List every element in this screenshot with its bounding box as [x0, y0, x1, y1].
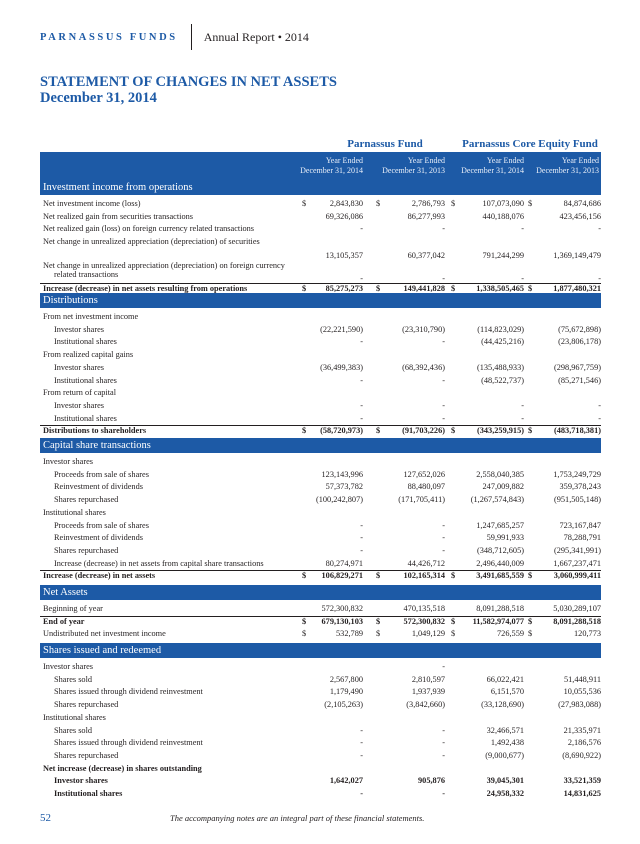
value-cell: 10,055,536 — [563, 687, 601, 697]
value-cell: 1,369,149,479 — [553, 250, 601, 260]
value-cell: 66,022,421 — [486, 674, 524, 684]
value-cell: 78,288,791 — [563, 533, 601, 543]
row-label: Investor shares — [43, 662, 93, 671]
value-cell: (135,488,933) — [476, 362, 524, 372]
value-cell: 791,244,299 — [482, 250, 524, 260]
value-cell: 2,810,597 — [411, 674, 445, 684]
table-row — [40, 482, 601, 495]
value-cell: 572,300,832 — [403, 616, 445, 626]
row-label: End of year — [43, 616, 85, 626]
value-cell: 572,300,832 — [321, 604, 363, 613]
value-cell: - — [598, 274, 601, 284]
row-label: Increase (decrease) in net assets from capital share transactions — [54, 558, 264, 568]
value-cell: 84,874,686 — [563, 199, 601, 208]
row-label: Distributions to shareholders — [43, 426, 147, 436]
dollar-sign: $ — [376, 284, 381, 294]
value-cell: (23,806,178) — [558, 337, 601, 347]
statement-title-line1: STATEMENT OF CHANGES IN NET ASSETS — [40, 74, 337, 90]
table-row — [40, 363, 601, 376]
value-cell: 11,582,974,077 — [472, 616, 524, 626]
table-row — [40, 617, 601, 630]
row-label: Institutional shares — [43, 712, 106, 722]
row-label: From realized capital gains — [43, 350, 134, 360]
value-cell: 1,049,129 — [411, 629, 445, 639]
table-row — [40, 237, 601, 260]
value-cell: (343,259,915) — [476, 426, 524, 436]
dollar-sign: $ — [302, 199, 307, 208]
value-cell: (23,310,790) — [402, 324, 445, 334]
row-label: Shares repurchased — [54, 700, 119, 710]
value-cell: (48,522,737) — [481, 375, 524, 385]
value-cell: - — [360, 545, 363, 555]
value-cell: (36,499,383) — [320, 362, 363, 372]
value-cell: (68,392,436) — [402, 362, 445, 372]
dollar-sign: $ — [451, 199, 456, 208]
dollar-sign: $ — [528, 426, 533, 436]
value-cell: 107,073,090 — [482, 199, 524, 208]
value-cell: 440,188,076 — [482, 211, 524, 221]
dollar-sign: $ — [528, 616, 533, 626]
dollar-sign: $ — [376, 571, 381, 581]
value-cell: - — [360, 750, 363, 760]
dollar-sign: $ — [528, 571, 533, 581]
table-row — [40, 508, 601, 521]
row-label: Institutional shares — [54, 413, 117, 423]
value-cell: - — [360, 375, 363, 385]
value-cell: (75,672,898) — [558, 324, 601, 334]
value-cell: - — [360, 789, 363, 798]
table-row — [40, 751, 601, 764]
report-label: Annual Report • 2014 — [203, 29, 309, 44]
value-cell: (951,505,148) — [553, 495, 601, 505]
value-cell: - — [360, 274, 363, 284]
value-cell: - — [442, 413, 445, 423]
dollar-sign: $ — [451, 426, 456, 436]
dollar-sign: $ — [302, 284, 307, 294]
value-cell: 1,937,939 — [411, 687, 445, 697]
value-cell: 88,480,097 — [407, 482, 445, 492]
table-row — [40, 700, 601, 713]
value-cell: (295,341,991) — [553, 545, 601, 555]
table-row — [40, 337, 601, 350]
footer-note: The accompanying notes are an integral part of these financial statements. — [170, 813, 425, 823]
table-row — [40, 470, 601, 483]
value-cell: 1,877,480,321 — [553, 284, 601, 294]
dollar-sign: $ — [302, 426, 307, 436]
value-cell: - — [360, 725, 363, 735]
value-cell: - — [360, 400, 363, 410]
row-label: Net investment income (loss) — [43, 199, 141, 208]
value-cell: 532,789 — [336, 629, 363, 639]
row-label: Shares repurchased — [54, 750, 119, 760]
total-rule — [40, 425, 601, 426]
row-label: Shares issued through dividend reinvestment — [54, 738, 203, 748]
value-cell: (2,105,263) — [324, 700, 363, 710]
dollar-sign: $ — [451, 571, 456, 581]
row-label: Investor shares — [54, 776, 108, 786]
value-cell: 1,338,505,465 — [476, 284, 524, 294]
value-cell: - — [442, 375, 445, 385]
value-cell: 69,326,086 — [325, 211, 363, 221]
row-label: From return of capital — [43, 388, 117, 398]
value-cell: - — [360, 337, 363, 347]
total-rule — [40, 570, 601, 571]
value-cell: - — [442, 337, 445, 347]
value-cell: 60,377,042 — [407, 250, 445, 260]
value-cell: 14,831,625 — [563, 789, 601, 798]
row-label: Undistributed net investment income — [43, 629, 166, 639]
dollar-sign: $ — [376, 616, 381, 626]
dollar-sign: $ — [302, 629, 307, 639]
value-cell: (44,425,216) — [481, 337, 524, 347]
value-cell: 39,045,301 — [486, 776, 524, 786]
row-label: Increase (decrease) in net assets resulting from operations — [43, 284, 248, 294]
value-cell: - — [360, 520, 363, 530]
value-cell: - — [442, 738, 445, 748]
value-cell: - — [360, 533, 363, 543]
value-cell: 123,143,996 — [321, 469, 363, 479]
value-cell: (3,842,660) — [406, 700, 445, 710]
value-cell: 33,521,359 — [563, 776, 601, 786]
statement-title — [40, 74, 337, 106]
table-row — [40, 764, 601, 777]
value-cell: - — [442, 520, 445, 530]
value-cell: 2,786,793 — [411, 199, 445, 208]
value-cell: 3,491,685,559 — [476, 571, 524, 581]
value-cell: 120,773 — [574, 629, 601, 639]
value-cell: (348,712,605) — [476, 545, 524, 555]
column-header: Year Ended December 31, 2014 — [300, 156, 363, 175]
value-cell: - — [442, 400, 445, 410]
table-row — [40, 376, 601, 389]
value-cell: (85,271,546) — [558, 375, 601, 385]
table-row — [40, 789, 601, 802]
value-cell: (1,267,574,843) — [470, 495, 524, 505]
dollar-sign: $ — [528, 629, 533, 639]
table-row — [40, 261, 601, 284]
dollar-sign: $ — [302, 616, 307, 626]
value-cell: 2,558,040,385 — [476, 469, 524, 479]
dollar-sign: $ — [376, 426, 381, 436]
dollar-sign: $ — [451, 284, 456, 294]
value-cell: 44,426,712 — [407, 558, 445, 568]
page-number: 52 — [40, 812, 51, 824]
report-header — [40, 24, 309, 50]
row-label: Shares sold — [54, 674, 93, 684]
row-label: Shares repurchased — [54, 545, 119, 555]
statement-title-line2: December 31, 2014 — [40, 90, 157, 106]
value-cell: (8,690,922) — [562, 750, 601, 760]
value-cell: - — [360, 413, 363, 423]
value-cell: 21,335,971 — [563, 725, 601, 735]
section-header: Net Assets — [40, 585, 601, 600]
value-cell: (114,823,029) — [477, 324, 524, 334]
value-cell: 13,105,357 — [325, 250, 363, 260]
fund-name-parnassus: Parnassus Fund — [347, 138, 423, 150]
row-label: Investor shares — [54, 362, 104, 372]
value-cell: 1,667,237,471 — [553, 558, 601, 568]
header-divider — [191, 24, 192, 50]
total-rule — [40, 616, 601, 617]
value-cell: 106,829,271 — [321, 571, 363, 581]
value-cell: 8,091,288,518 — [476, 604, 524, 613]
row-label: Institutional shares — [54, 337, 117, 347]
value-cell: 2,496,440,009 — [476, 558, 524, 568]
row-label: Beginning of year — [43, 604, 103, 613]
table-row — [40, 350, 601, 363]
table-row — [40, 521, 601, 534]
value-cell: (9,000,677) — [485, 750, 524, 760]
value-cell: 247,009,882 — [482, 482, 524, 492]
column-header-bar — [40, 152, 601, 180]
table-row — [40, 533, 601, 546]
value-cell: 726,559 — [497, 629, 524, 639]
value-cell: (171,705,411) — [398, 495, 445, 505]
value-cell: 8,091,288,518 — [553, 616, 601, 626]
row-label: From net investment income — [43, 312, 139, 321]
page-footer — [40, 812, 601, 826]
fund-name-core-equity: Parnassus Core Equity Fund — [462, 138, 598, 150]
dollar-sign: $ — [376, 199, 381, 208]
row-label: Investor shares — [54, 324, 104, 334]
section-header: Investment income from operations — [40, 180, 601, 195]
value-cell: 80,274,971 — [325, 558, 363, 568]
value-cell: - — [442, 789, 445, 798]
row-label: Proceeds from sale of shares — [54, 469, 149, 479]
row-label: Reinvestment of dividends — [54, 533, 143, 543]
table-row — [40, 495, 601, 508]
value-cell: - — [521, 413, 524, 423]
row-label: Net increase (decrease) in shares outstanding — [43, 763, 202, 773]
value-cell: - — [442, 533, 445, 543]
table-row — [40, 776, 601, 789]
value-cell: 86,277,993 — [407, 211, 445, 221]
row-label: Reinvestment of dividends — [54, 482, 143, 492]
value-cell: 1,492,438 — [490, 738, 524, 748]
value-cell: 85,275,273 — [325, 284, 363, 294]
value-cell: 1,247,685,257 — [476, 520, 524, 530]
value-cell: 2,843,830 — [329, 199, 363, 208]
value-cell: - — [442, 750, 445, 760]
table-row — [40, 713, 601, 726]
table-row — [40, 401, 601, 414]
value-cell: 51,448,911 — [563, 674, 601, 684]
column-header: Year Ended December 31, 2014 — [461, 156, 524, 175]
table-row — [40, 726, 601, 739]
value-cell: 5,030,289,107 — [553, 604, 601, 613]
row-label: Net change in unrealized appreciation (depreciation) of securities — [43, 237, 260, 247]
value-cell: 723,167,847 — [559, 520, 601, 530]
value-cell: 127,652,026 — [403, 469, 445, 479]
value-cell: 2,567,800 — [329, 674, 363, 684]
row-label: Net change in unrealized appreciation (depreciation) on foreign currency related transactions — [43, 260, 285, 280]
value-cell: 24,958,332 — [486, 789, 524, 798]
total-rule — [40, 283, 601, 284]
section-header: Capital share transactions — [40, 438, 601, 453]
column-header: Year Ended December 31, 2013 — [536, 156, 599, 175]
value-cell: - — [442, 274, 445, 284]
table-row — [40, 738, 601, 751]
dollar-sign: $ — [528, 284, 533, 294]
section-header: Distributions — [40, 293, 601, 308]
value-cell: 423,456,156 — [559, 211, 601, 221]
row-label: Shares issued through dividend reinvestment — [54, 687, 203, 697]
table-row — [40, 546, 601, 559]
value-cell: - — [442, 662, 445, 671]
value-cell: 149,441,828 — [403, 284, 445, 294]
value-cell: - — [598, 224, 601, 234]
value-cell: 3,060,999,411 — [553, 571, 601, 581]
section-header: Shares issued and redeemed — [40, 643, 601, 658]
column-header: Year Ended December 31, 2013 — [382, 156, 445, 175]
row-label: Institutional shares — [54, 375, 117, 385]
row-label: Investor shares — [54, 400, 104, 410]
table-row — [40, 312, 601, 325]
value-cell: - — [442, 224, 445, 234]
row-label: Net realized gain (loss) on foreign currency related transactions — [43, 224, 255, 234]
value-cell: 1,753,249,729 — [553, 469, 601, 479]
value-cell: (100,242,807) — [315, 495, 363, 505]
value-cell: (27,983,088) — [558, 700, 601, 710]
value-cell: 905,876 — [418, 776, 445, 786]
row-label: Institutional shares — [43, 507, 106, 517]
value-cell: 1,179,490 — [329, 687, 363, 697]
row-label: Proceeds from sale of shares — [54, 520, 149, 530]
value-cell: - — [360, 738, 363, 748]
dollar-sign: $ — [451, 616, 456, 626]
dollar-sign: $ — [302, 571, 307, 581]
value-cell: (298,967,759) — [553, 362, 601, 372]
value-cell: 32,466,571 — [486, 725, 524, 735]
value-cell: - — [360, 224, 363, 234]
dollar-sign: $ — [451, 629, 456, 639]
table-row — [40, 687, 601, 700]
row-label: Increase (decrease) in net assets — [43, 571, 156, 581]
brand-name: PARNASSUS FUNDS — [40, 31, 178, 43]
value-cell: 2,186,576 — [567, 738, 601, 748]
table-row — [40, 629, 601, 642]
table-row — [40, 224, 601, 237]
table-row — [40, 199, 601, 212]
table-row — [40, 325, 601, 338]
value-cell: (58,720,973) — [320, 426, 363, 436]
value-cell: - — [521, 400, 524, 410]
value-cell: - — [521, 224, 524, 234]
value-cell: - — [521, 274, 524, 284]
value-cell: 679,130,103 — [321, 616, 363, 626]
value-cell: (33,128,690) — [481, 700, 524, 710]
value-cell: (91,703,226) — [402, 426, 445, 436]
fund-names — [0, 138, 640, 152]
row-label: Net realized gain from securities transactions — [43, 211, 193, 221]
table-row — [40, 675, 601, 688]
row-label: Institutional shares — [54, 789, 123, 798]
value-cell: - — [598, 413, 601, 423]
row-label: Shares repurchased — [54, 495, 119, 505]
dollar-sign: $ — [376, 629, 381, 639]
table-row — [40, 212, 601, 225]
value-cell: 6,151,570 — [490, 687, 524, 697]
value-cell: - — [598, 400, 601, 410]
value-cell: 57,373,782 — [325, 482, 363, 492]
value-cell: 1,642,027 — [329, 776, 363, 786]
value-cell: 102,165,314 — [403, 571, 445, 581]
value-cell: - — [442, 725, 445, 735]
value-cell: (22,221,590) — [320, 324, 363, 334]
table-row — [40, 388, 601, 401]
table-row — [40, 571, 601, 584]
value-cell: 470,135,518 — [403, 604, 445, 613]
row-label: Investor shares — [43, 457, 93, 466]
value-cell: - — [442, 545, 445, 555]
row-label: Shares sold — [54, 725, 93, 735]
table-row — [40, 662, 601, 675]
dollar-sign: $ — [528, 199, 533, 208]
value-cell: 59,991,933 — [486, 533, 524, 543]
table-row — [40, 457, 601, 470]
value-cell: 359,378,243 — [559, 482, 601, 492]
value-cell: (483,718,381) — [553, 426, 601, 436]
